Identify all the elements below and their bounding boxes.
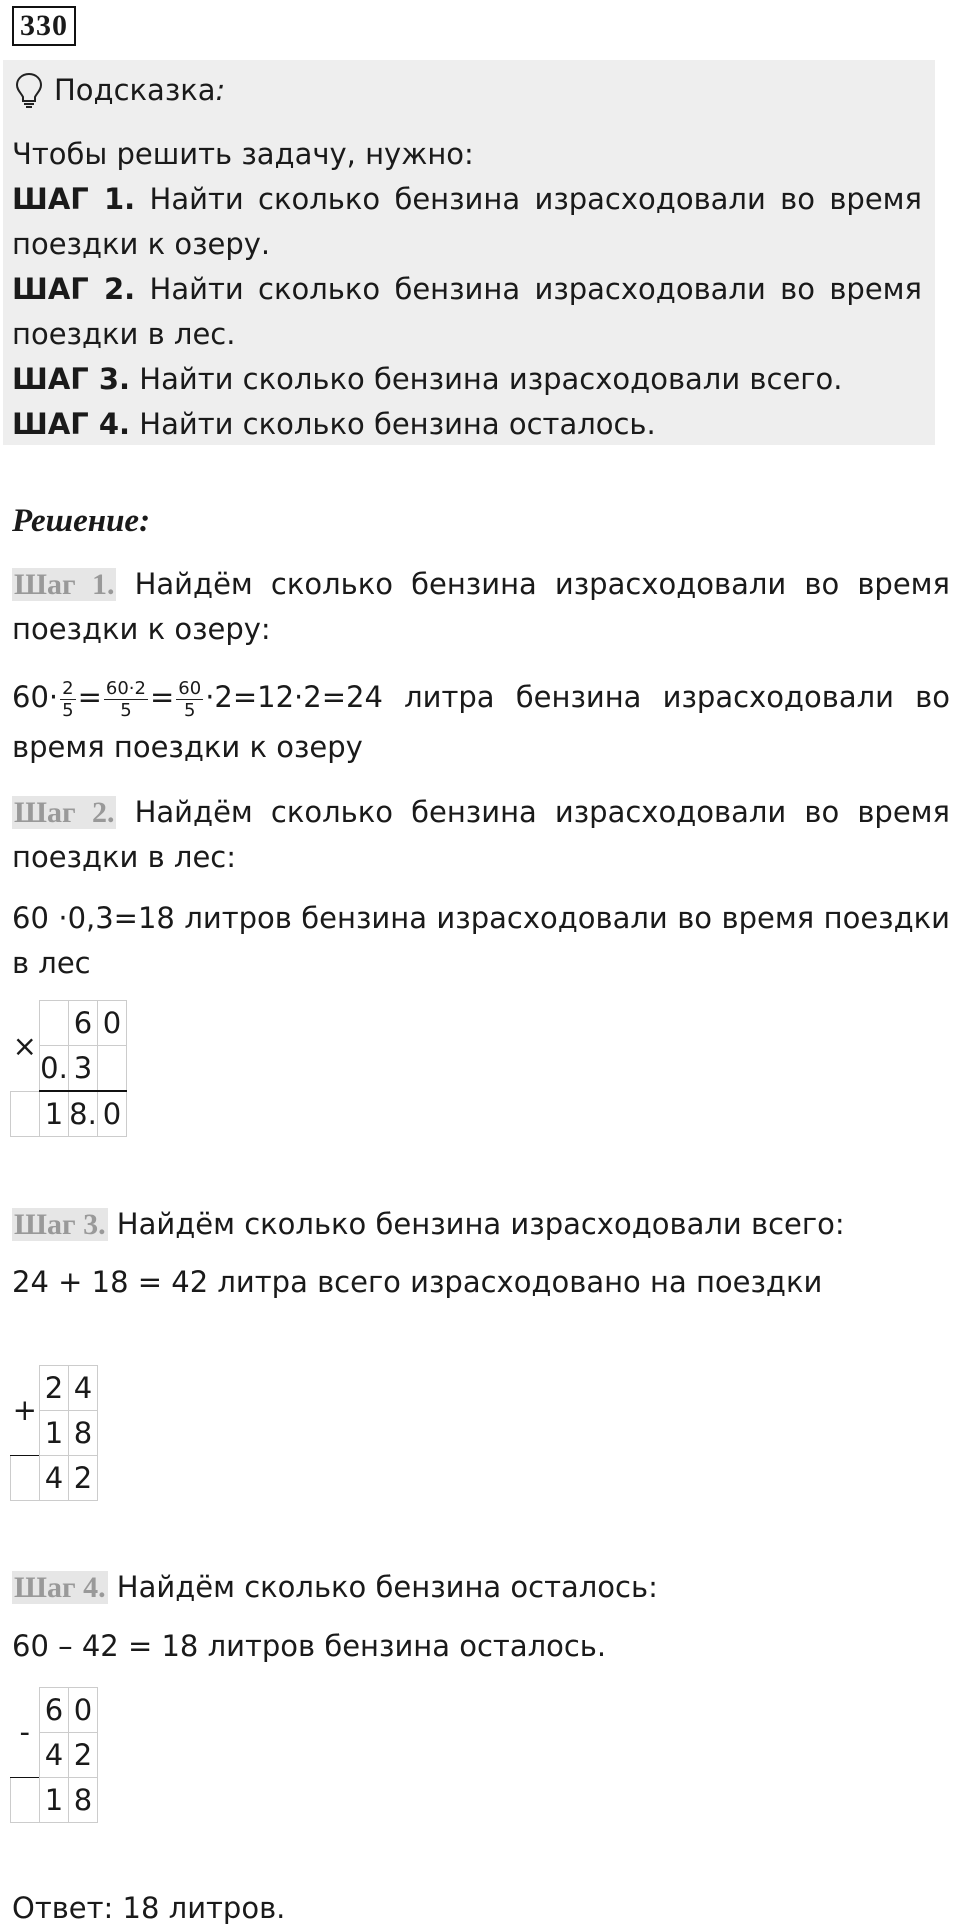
hint-step-1: ШАГ 1. Найти сколько бензина израсходовали во время поездки к озеру. (12, 182, 922, 261)
step3-heading: Шаг 3. Найдём сколько бензина израсходовали всего: (14, 1207, 845, 1241)
grid-cell: 0 (69, 1688, 98, 1733)
grid-cell: 3 (69, 1046, 98, 1092)
problem-number: 330 (12, 6, 76, 46)
grid-cell: 4 (40, 1456, 69, 1501)
step1-heading: Шаг 1. Найдём сколько бензина израсходовали во время поездки к озеру: (12, 567, 950, 646)
solution-title: Решение: (12, 503, 151, 539)
addition-column (10, 1365, 98, 1501)
minus-sign: - (11, 1688, 40, 1778)
grid-cell: 0. (40, 1046, 69, 1092)
step1-expression: 60· $\frac{2}{5}$ = $\frac{60\cdot 2}{5}$ = $\frac{60}{5}$ ·2=12·2=24 литра бензина израсходовали во время поездки к озеру (12, 677, 950, 764)
grid-cell: 2 (69, 1733, 98, 1778)
grid-cell (11, 1456, 40, 1501)
grid-cell: 0 (98, 1091, 127, 1137)
grid-cell: 8 (69, 1411, 98, 1456)
grid-cell: 1 (40, 1411, 69, 1456)
hint-intro: Чтобы решить задачу, нужно: (12, 137, 474, 171)
multiply-sign: × (11, 1001, 40, 1092)
grid-cell: 4 (69, 1366, 98, 1411)
step3-result: 24 + 18 = 42 литра всего израсходовано на поездки (12, 1265, 823, 1299)
grid-cell (11, 1778, 40, 1823)
step4-result: 60 – 42 = 18 литров бензина осталось. (12, 1629, 607, 1663)
step4-heading: Шаг 4. Найдём сколько бензина осталось: (14, 1570, 658, 1604)
grid-cell: 8. (69, 1091, 98, 1137)
grid-cell: 1 (40, 1778, 69, 1823)
grid-cell: 6 (40, 1688, 69, 1733)
hint-step-3: ШАГ 3. Найти сколько бензина израсходовали всего. (12, 362, 843, 396)
plus-sign: + (11, 1366, 40, 1456)
grid-cell: 6 (69, 1001, 98, 1046)
grid-cell: 1 (40, 1091, 69, 1137)
step2-result: 60 ·0,3=18 литров бензина израсходовали во время поездки в лес (12, 901, 950, 980)
grid-cell (11, 1091, 40, 1137)
hint-title-colon: : (215, 73, 226, 107)
hint-step-4: ШАГ 4. Найти сколько бензина осталось. (12, 407, 656, 441)
subtraction-column (10, 1687, 98, 1823)
grid-cell (40, 1001, 69, 1046)
multiplication-column (10, 1000, 127, 1137)
grid-cell: 2 (40, 1366, 69, 1411)
grid-cell: 2 (69, 1456, 98, 1501)
answer: Ответ: 18 литров. (12, 1891, 286, 1925)
hint-title (14, 68, 225, 112)
grid-cell: 8 (69, 1778, 98, 1823)
grid-cell (98, 1046, 127, 1092)
hint-step-2: ШАГ 2. Найти сколько бензина израсходовали во время поездки в лес. (12, 272, 922, 351)
step2-heading: Шаг 2. Найдём сколько бензина израсходовали во время поездки в лес: (12, 795, 950, 874)
grid-cell: 4 (40, 1733, 69, 1778)
grid-cell: 0 (98, 1001, 127, 1046)
lightbulb-icon (14, 72, 44, 108)
hint-title-text: Подсказка (54, 73, 216, 107)
